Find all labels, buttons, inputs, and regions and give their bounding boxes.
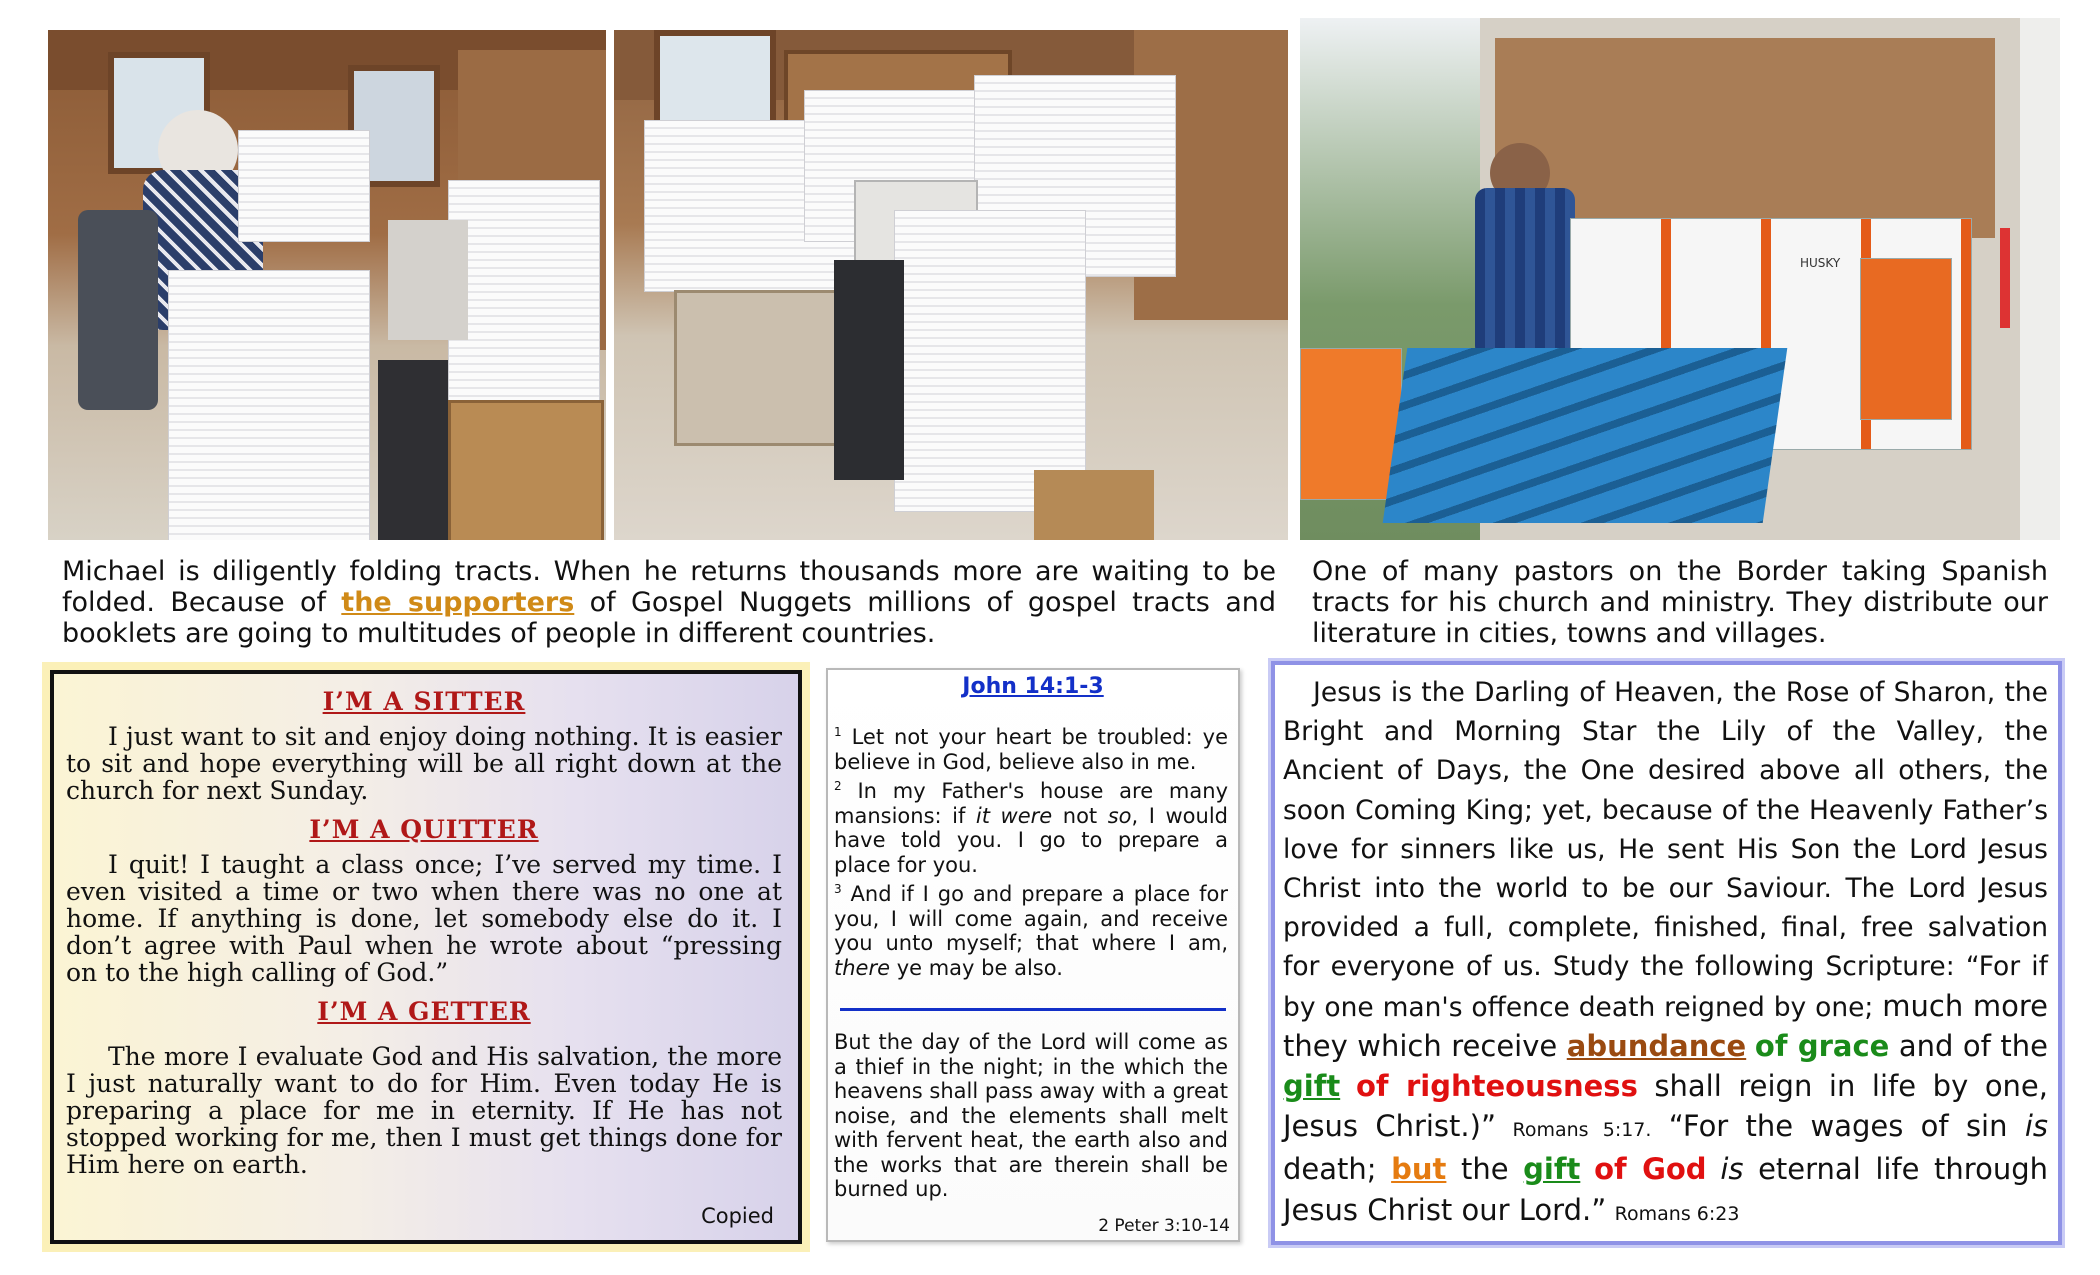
pastor-loading-truck-photo (1300, 18, 2060, 540)
jesus-text: Jesus is the Darling of Heaven, the Rose of Sharon, the Bright and Morning Star the Lily of the Valley, the Ancient of Days, the One desired above all others, the soon Coming King; yet, because of the Heavenly Father’s love for sinners like us, He sent His Son the Lord Jesus Christ into the world to be our Saviour. The Lord Jesus provided a full, complete, finished, final, free salvation for everyone of us. Study the following Scripture: “For if by one man's offence death reigned by one; much more they which receive abundance of grace and of the gift of righteousness shall reign in life by one, Jesus Christ.)” Romans 5:17. “For the wages of sin is death; but the gift of God is eternal life through Jesus Christ our Lord.” Romans 6:23 (1283, 677, 2048, 1227)
john-verses: $^1$ Let not your heart be troubled: ye believe in God, believe also in me. $^2$ In my Father's house are many mansions: if it were not so, I would have told you. I go to prepare a place for you. $^3$ And if I go and prepare a place for you, I will come again, and receive you unto myself; that where I am, there ye may be also. (834, 725, 1228, 980)
copied-credit: Copied (701, 1204, 774, 1228)
quitter-text: I quit! I taught a class once; I’ve served my time. I even visited a time or two when there was no one at home. If anything is done, let somebody else do it. I don’t agree with Paul when he wrote about “pressing on to the high calling of God.” (66, 850, 782, 987)
heading-getter: I’M A GETTER (317, 997, 531, 1026)
peter-text: But the day of the Lord will come as a thief in the night; in the which the heavens shall pass away with a great noise, and the elements shall melt with fervent heat, the earth also and the works that are therein shall be burned up. (834, 1030, 1228, 1201)
box-label: HUSKY (1800, 256, 1841, 270)
supporters-link: the supporters (341, 587, 575, 618)
jesus-darling-panel (1271, 661, 2062, 1245)
peter-reference: 2 Peter 3:10-14 (1098, 1216, 1230, 1236)
john-reference: John 14:1-3 (962, 674, 1104, 699)
sitter-quitter-getter-panel (50, 670, 802, 1244)
heading-sitter: I’M A SITTER (322, 687, 526, 716)
heading-quitter: I’M A QUITTER (309, 815, 539, 844)
john-14-panel (826, 668, 1240, 1242)
divider-line (840, 1008, 1226, 1011)
caption-michael: Michael is diligently folding tracts. When he returns thousands more are waiting to be folded. Because of the supporters of Gospel Nuggets millions of gospel tracts and booklets are going to multitudes of people in different countries. (62, 556, 1276, 649)
michael-folding-tracts-photo (48, 30, 606, 540)
stacks-of-tracts-photo (614, 30, 1288, 540)
getter-text: The more I evaluate God and His salvation, the more I just naturally want to do for Him. Even today He is preparing a place for me in eternity. If He has not stopped working for me, then I must get things done for Him here on earth. (66, 1042, 782, 1179)
caption-pastor: One of many pastors on the Border taking Spanish tracts for his church and ministry. They distribute our literature in cities, towns and villages. (1312, 556, 2048, 649)
sitter-text: I just want to sit and enjoy doing nothing. It is easier to sit and hope everything will be all right down at the church for next Sunday. (66, 722, 782, 805)
